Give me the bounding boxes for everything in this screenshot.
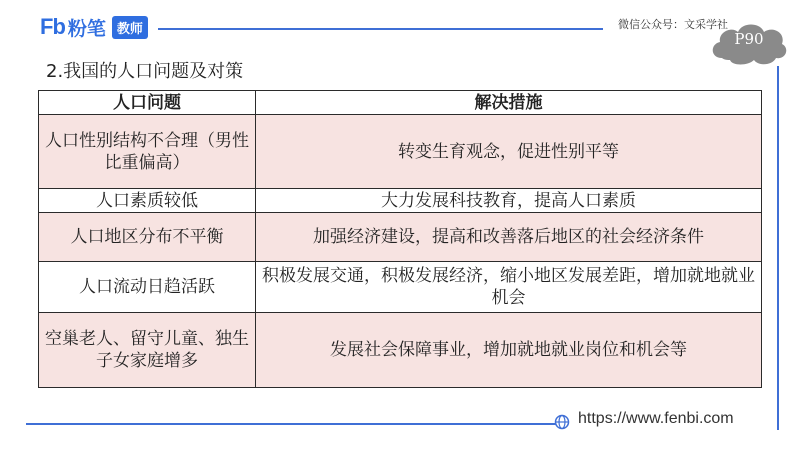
- page-tag: P90: [734, 30, 764, 48]
- solution-cell: 转变生育观念，促进性别平等: [256, 115, 762, 189]
- header-divider: [158, 28, 603, 30]
- solution-cell: 加强经济建设，提高和改善落后地区的社会经济条件: [256, 213, 762, 262]
- table-row: [39, 115, 762, 189]
- page-title: 2.我国的人口问题及对策: [46, 61, 244, 82]
- table-row: [39, 189, 762, 213]
- table-row: [39, 213, 762, 262]
- problem-cell: 人口素质较低: [39, 189, 256, 213]
- brand-mark: Fb: [40, 14, 65, 39]
- population-policy-table: [38, 90, 762, 388]
- table-row: [39, 313, 762, 388]
- website-link[interactable]: https://www.fenbi.com: [578, 410, 734, 427]
- problem-cell: 人口地区分布不平衡: [39, 213, 256, 262]
- wechat-account-label: 微信公众号：文采学社: [618, 18, 728, 31]
- frame-bottom-line: [26, 423, 556, 425]
- problem-cell: 人口性别结构不合理（男性比重偏高）: [39, 115, 256, 189]
- solution-cell: 大力发展科技教育，提高人口素质: [256, 189, 762, 213]
- brand-logo: [40, 14, 148, 40]
- column-header-solution: 解决措施: [256, 91, 762, 115]
- table-row: [39, 262, 762, 313]
- problem-cell: 人口流动日趋活跃: [39, 262, 256, 313]
- frame-right-line: [777, 66, 779, 430]
- globe-icon: [554, 414, 570, 430]
- brand-badge: 教师: [112, 16, 148, 39]
- problem-cell: 空巢老人、留守儿童、独生子女家庭增多: [39, 313, 256, 388]
- table-header-row: [39, 91, 762, 115]
- column-header-problem: 人口问题: [39, 91, 256, 115]
- solution-cell: 积极发展交通，积极发展经济，缩小地区发展差距，增加就地就业机会: [256, 262, 762, 313]
- brand-name: 粉笔: [67, 17, 106, 40]
- solution-cell: 发展社会保障事业，增加就地就业岗位和机会等: [256, 313, 762, 388]
